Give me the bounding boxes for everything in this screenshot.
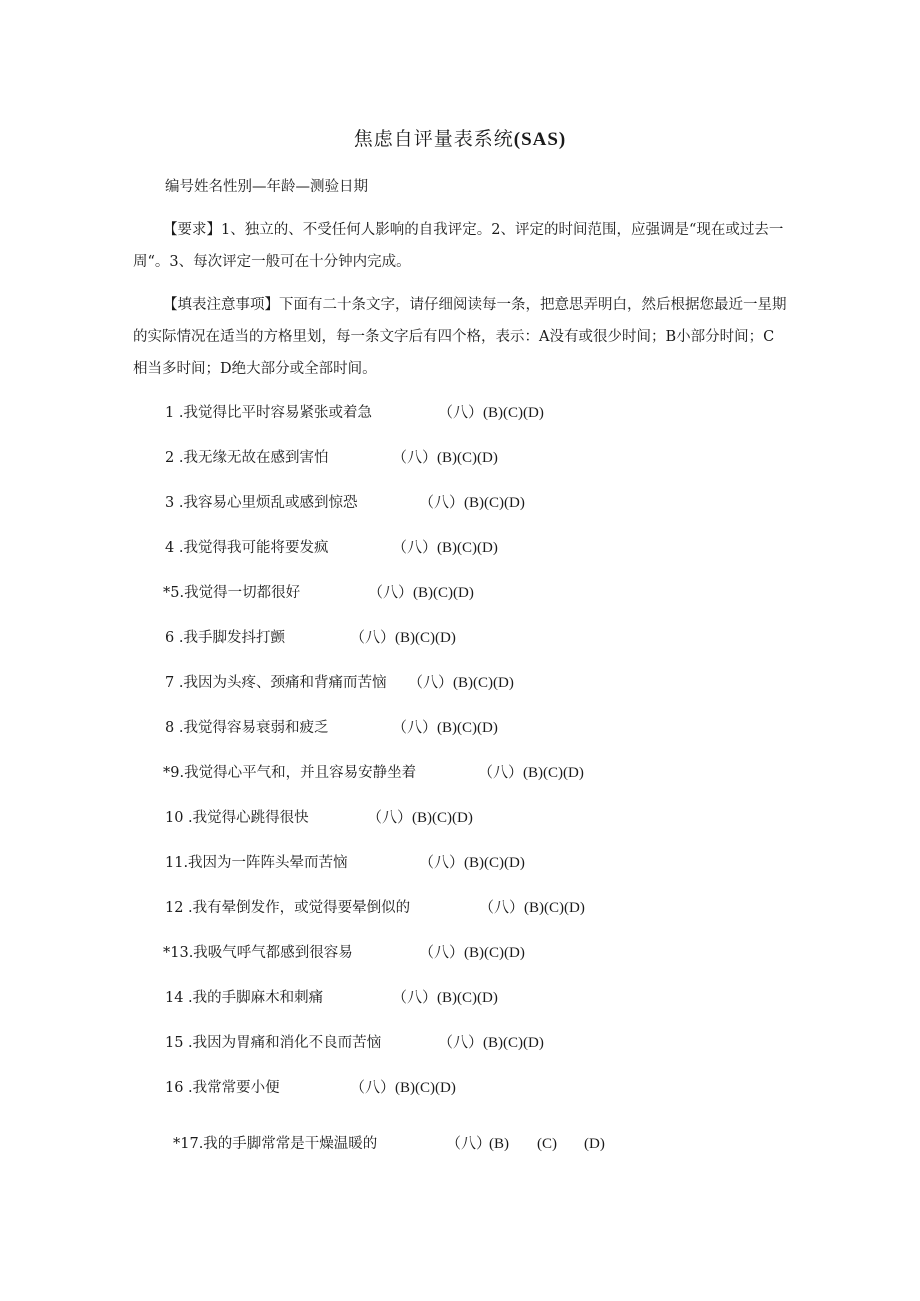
item-3-options: （八）(B)(C)(D) <box>419 495 525 511</box>
item-7: 7 .我因为头疼、颈痛和背痛而苦恼 <box>165 675 387 691</box>
header-line: 编号姓名性别—年龄—测验日期 <box>165 179 368 195</box>
item-14-options: （八）(B)(C)(D) <box>392 990 498 1006</box>
item-2-options: （八）(B)(C)(D) <box>392 450 498 466</box>
item-4-options: （八）(B)(C)(D) <box>392 540 498 556</box>
item-14: 14 .我的手脚麻木和刺痛 <box>165 990 324 1006</box>
item-7-options: （八）(B)(C)(D) <box>408 675 514 691</box>
item-2: 2 .我无缘无故在感到害怕 <box>165 450 329 466</box>
item-6: 6 .我手脚发抖打颤 <box>165 630 285 646</box>
item-12: 12 .我有晕倒发作，或觉得要晕倒似的 <box>165 900 411 916</box>
item-8: 8 .我觉得容易衰弱和疲乏 <box>165 720 329 736</box>
item-15: 15 .我因为胃痛和消化不良而苦恼 <box>165 1035 382 1051</box>
item-17-option-a: （八） <box>446 1136 492 1152</box>
item-17-option-b: (B) <box>489 1136 509 1152</box>
item-1: 1 .我觉得比平时容易紧张或着急 <box>165 405 372 421</box>
item-12-options: （八）(B)(C)(D) <box>479 900 585 916</box>
item-16: 16 .我常常要小便 <box>165 1080 280 1096</box>
item-11: 11.我因为一阵阵头晕而苦恼 <box>165 855 348 871</box>
item-8-options: （八）(B)(C)(D) <box>392 720 498 736</box>
item-10-options: （八）(B)(C)(D) <box>367 810 473 826</box>
item-9-options: （八）(B)(C)(D) <box>478 765 584 781</box>
item-10: 10 .我觉得心跳得很快 <box>165 810 309 826</box>
item-11-options: （八）(B)(C)(D) <box>419 855 525 871</box>
item-6-options: （八）(B)(C)(D) <box>350 630 456 646</box>
document-title <box>0 124 920 151</box>
item-9: *9.我觉得心平气和，并且容易安静坐着 <box>163 765 417 781</box>
item-17: *17.我的手脚常常是干燥温暖的 <box>173 1136 378 1152</box>
item-5-options: （八）(B)(C)(D) <box>368 585 474 601</box>
requirements-paragraph: 【要求】1、独立的、不受任何人影响的自我评定。2、评定的时间范围，应强调是“现在或过去一周“。3、每次评定一般可在十分钟内完成。 <box>133 222 784 270</box>
item-3: 3 .我容易心里烦乱或感到惊恐 <box>165 495 358 511</box>
item-13: *13.我吸气呼气都感到很容易 <box>163 945 353 961</box>
item-17-option-c: (C) <box>537 1136 557 1152</box>
item-15-options: （八）(B)(C)(D) <box>438 1035 544 1051</box>
title-chinese: 焦虑自评量表系统 <box>353 128 514 150</box>
item-17-option-d: (D) <box>584 1136 605 1152</box>
item-13-options: （八）(B)(C)(D) <box>419 945 525 961</box>
item-16-options: （八）(B)(C)(D) <box>350 1080 456 1096</box>
title-abbreviation: (SAS) <box>513 129 567 150</box>
item-5: *5.我觉得一切都很好 <box>163 585 301 601</box>
instructions-paragraph: 【填表注意事项】下面有二十条文字，请仔细阅读每一条，把意思弄明白，然后根据您最近一星期的实际情况在适当的方格里划，每一条文字后有四个格，表示：A没有或很少时间；B小部分时间；C相当多时间；D绝大部分或全部时间。 <box>133 297 787 377</box>
item-4: 4 .我觉得我可能将要发疯 <box>165 540 329 556</box>
item-1-options: （八）(B)(C)(D) <box>438 405 544 421</box>
